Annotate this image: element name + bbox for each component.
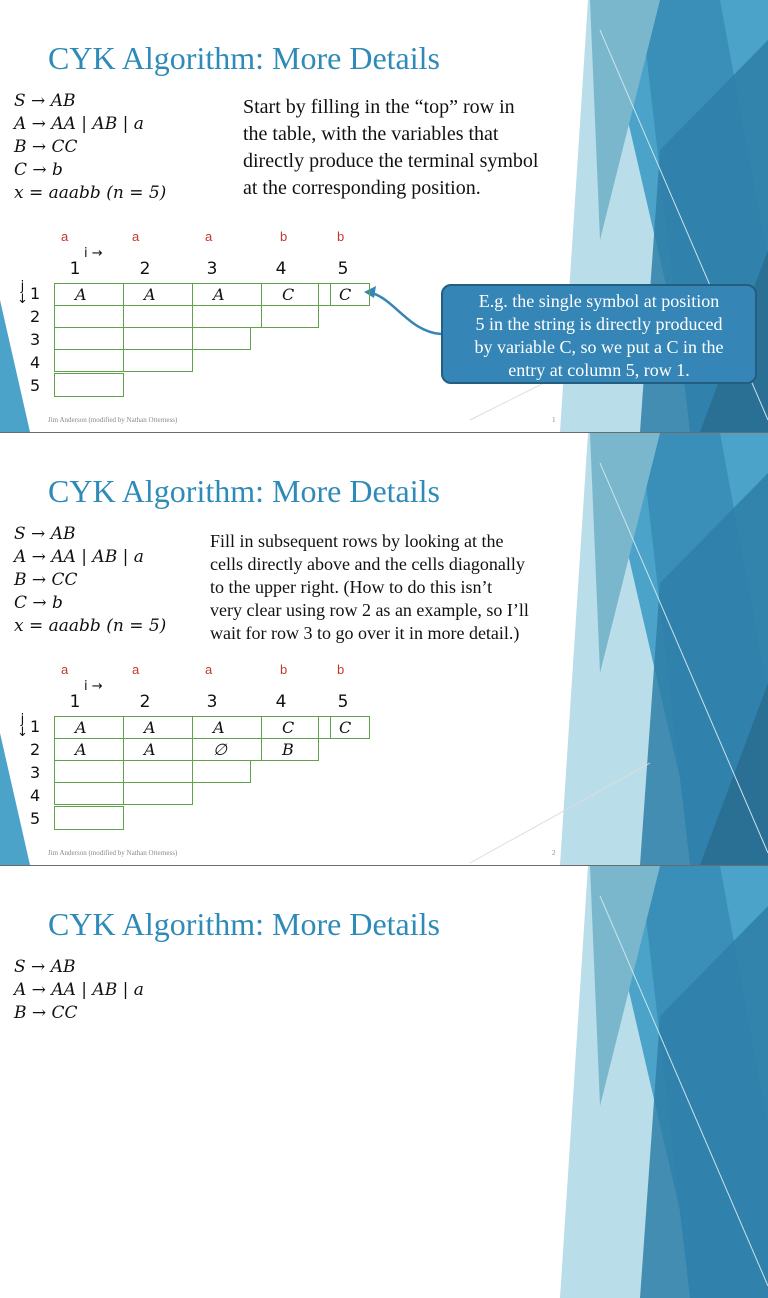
terminal-label: a xyxy=(205,229,213,244)
grammar-rule: S → AB xyxy=(14,957,76,977)
input-string: x = aaabb (n = 5) xyxy=(14,183,167,203)
slide-title: CYK Algorithm: More Details xyxy=(48,473,440,509)
terminal-label: b xyxy=(280,662,288,677)
column-number: 2 xyxy=(139,692,151,712)
j-axis-label xyxy=(17,280,28,306)
column-number: 5 xyxy=(337,259,349,279)
terminal-label: a xyxy=(205,662,213,677)
table-cell xyxy=(261,305,319,328)
table-cell xyxy=(123,782,193,805)
table-cell xyxy=(54,305,124,328)
callout-line: entry at column 5, row 1. xyxy=(508,360,690,380)
row-number: 1 xyxy=(30,717,41,736)
grammar-rule: A → AA | AB | a xyxy=(14,114,144,134)
grammar xyxy=(14,90,166,205)
table-cell: A xyxy=(123,738,193,761)
grammar-rule: B → CC xyxy=(14,570,78,590)
description-line: very clear using row 2 as an example, so I’ll xyxy=(210,600,529,620)
column-number: 2 xyxy=(139,259,151,279)
terminal-label: a xyxy=(132,662,140,677)
grammar xyxy=(14,523,166,638)
grammar-rule: A → AA | AB | a xyxy=(14,980,144,1000)
grammar-rule: B → CC xyxy=(14,1003,78,1023)
table-cell xyxy=(123,760,193,783)
grammar-rule: C → b xyxy=(14,160,63,180)
terminal-label: b xyxy=(337,229,345,244)
description-line: at the corresponding position. xyxy=(243,177,481,199)
column-number: 4 xyxy=(275,259,287,279)
table-cell xyxy=(54,806,124,830)
grammar-rule: S → AB xyxy=(14,91,76,111)
column-number: 1 xyxy=(69,692,81,712)
slide-2 xyxy=(0,433,768,865)
row-number: 4 xyxy=(30,353,41,372)
grammar-rule: B → CC xyxy=(14,137,78,157)
column-number: 3 xyxy=(206,259,218,279)
terminal-label: a xyxy=(61,229,69,244)
row-number: 1 xyxy=(30,284,41,303)
i-axis-label: i → xyxy=(84,679,103,694)
table-cell: A xyxy=(54,716,124,739)
terminal-label: b xyxy=(280,229,288,244)
description-line: directly produce the terminal symbol xyxy=(243,150,539,172)
table-cell xyxy=(54,760,124,783)
table-cell xyxy=(123,349,193,372)
description-line: to the upper right. (How to do this isn’t xyxy=(210,577,493,597)
table-cell: C xyxy=(261,716,331,739)
slide-title: CYK Algorithm: More Details xyxy=(48,40,440,76)
terminal-label: a xyxy=(132,229,140,244)
slide-title: CYK Algorithm: More Details xyxy=(48,906,440,942)
description xyxy=(243,94,538,202)
description-line: Start by filling in the “top” row in xyxy=(243,96,515,118)
table-cell: A xyxy=(54,738,124,761)
j-label-text: j xyxy=(20,279,25,294)
table-cell: A xyxy=(54,283,124,306)
terminal-label: b xyxy=(337,662,345,677)
table-cell xyxy=(123,327,193,350)
row-number: 2 xyxy=(30,307,41,326)
table-cell xyxy=(54,349,124,372)
table-cell xyxy=(192,760,251,783)
table-cell: ∅ xyxy=(192,738,262,761)
table-cell: C xyxy=(261,283,331,306)
terminal-label: a xyxy=(61,662,69,677)
i-axis-label: i → xyxy=(84,246,103,261)
table-cell xyxy=(54,373,124,397)
column-number: 4 xyxy=(275,692,287,712)
row-number: 3 xyxy=(30,330,41,349)
row-number: 3 xyxy=(30,763,41,782)
callout-line: 5 in the string is directly produced xyxy=(475,314,723,334)
table-cell xyxy=(123,305,193,328)
table-cell xyxy=(192,327,251,350)
footer-credit: Jim Anderson (modified by Nathan Otterness) xyxy=(48,416,178,424)
callout-line: by variable C, so we put a C in the xyxy=(474,337,724,357)
description-line: the table, with the variables that xyxy=(243,123,499,145)
grammar-rule: C → b xyxy=(14,593,63,613)
table-cell: A xyxy=(123,283,193,306)
description-line: cells directly above and the cells diagonally xyxy=(210,554,525,574)
table-cell: C xyxy=(318,283,370,306)
down-arrow-icon: ↓ xyxy=(17,725,28,740)
column-number: 5 xyxy=(337,692,349,712)
j-label-text: j xyxy=(20,712,25,727)
table-cell: A xyxy=(123,716,193,739)
row-number: 4 xyxy=(30,786,41,805)
page-number: 1 xyxy=(552,416,556,424)
table-cell: A xyxy=(192,716,262,739)
row-number: 2 xyxy=(30,740,41,759)
row-number: 5 xyxy=(30,376,41,395)
table-cell: B xyxy=(261,738,319,761)
grammar-rule: S → AB xyxy=(14,524,76,544)
grammar xyxy=(14,956,144,1025)
slide-3 xyxy=(0,866,768,1298)
column-number: 1 xyxy=(69,259,81,279)
table-cell: A xyxy=(192,283,262,306)
callout-line: E.g. the single symbol at position xyxy=(478,291,720,311)
description-line: Fill in subsequent rows by looking at the xyxy=(210,531,504,551)
callout-box xyxy=(441,284,757,384)
grammar-rule: A → AA | AB | a xyxy=(14,547,144,567)
table-cell xyxy=(54,782,124,805)
table-cell xyxy=(192,305,262,328)
down-arrow-icon: ↓ xyxy=(17,292,28,307)
page-number: 2 xyxy=(552,849,556,857)
description xyxy=(210,530,529,645)
footer-credit: Jim Anderson (modified by Nathan Otterness) xyxy=(48,849,178,857)
input-string: x = aaabb (n = 5) xyxy=(14,616,167,636)
table-cell xyxy=(54,327,124,350)
table-cell: C xyxy=(318,716,370,739)
j-axis-label xyxy=(17,713,28,739)
description-line: wait for row 3 to go over it in more detail.) xyxy=(210,623,520,643)
row-number: 5 xyxy=(30,809,41,828)
column-number: 3 xyxy=(206,692,218,712)
slide-1 xyxy=(0,0,768,432)
